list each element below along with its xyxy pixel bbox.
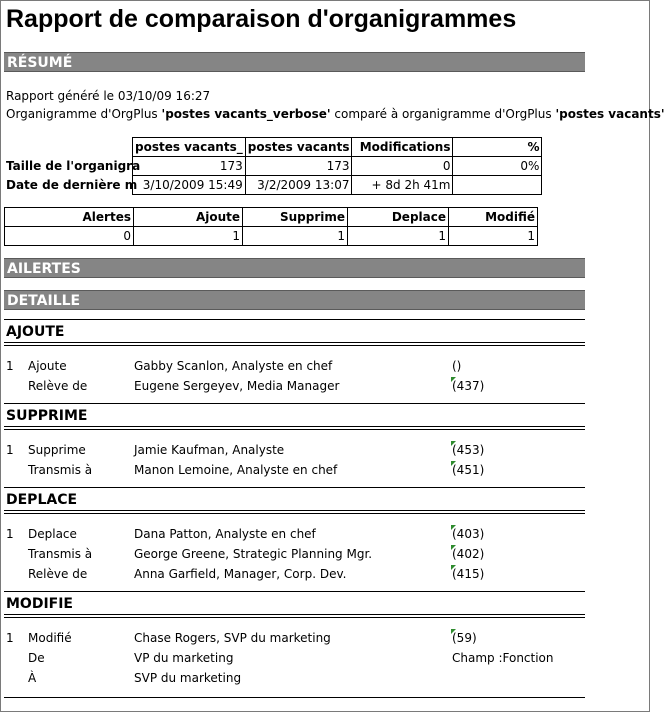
col-header-deplace: Deplace <box>348 208 449 227</box>
counts-table <box>4 207 538 246</box>
section-double-rule <box>4 614 585 618</box>
counts-header-row <box>5 208 538 227</box>
row-code: (437) <box>452 379 485 393</box>
row-person: Gabby Scanlon, Analyste en chef <box>134 359 333 373</box>
empty-corner <box>4 138 133 157</box>
row-action: Supprime <box>28 443 86 457</box>
row-code: (415) <box>452 567 485 581</box>
col-header-ajoute: Ajoute <box>134 208 243 227</box>
comparison-description <box>6 107 665 121</box>
table-row <box>5 227 538 246</box>
col-header-percent: % <box>453 138 542 157</box>
section-rule <box>4 487 585 488</box>
row-field-note: Champ :Fonction <box>452 651 554 665</box>
row-action: Relève de <box>28 567 88 581</box>
row-action: Relève de <box>28 379 88 393</box>
section-heading-supprime: SUPPRIME <box>6 408 88 424</box>
table-cell: 0 <box>5 227 134 246</box>
resume-band: RÉSUMÉ <box>4 52 585 72</box>
table-cell: 0 <box>352 157 453 176</box>
row-action: À <box>28 671 37 685</box>
row-label-size: Taille de l'organigra <box>6 159 141 173</box>
table-cell: + 8d 2h 41m <box>352 176 453 195</box>
row-person: Manon Lemoine, Analyste en chef <box>134 463 338 477</box>
col-header-alertes: Alertes <box>5 208 134 227</box>
col-header-modifications: Modifications <box>352 138 453 157</box>
row-person: SVP du marketing <box>134 671 242 685</box>
row-action: Transmis à <box>28 547 93 561</box>
compare-prefix: Organigramme d'OrgPlus <box>6 107 162 121</box>
row-action: Deplace <box>28 527 77 541</box>
section-double-rule <box>4 426 585 430</box>
row-person: Dana Patton, Analyste en chef <box>134 527 316 541</box>
row-code: (402) <box>452 547 485 561</box>
row-label-date: Date de dernière m <box>6 178 138 192</box>
row-action: Modifié <box>28 631 72 645</box>
table-cell: 3/2/2009 13:07 <box>245 176 352 195</box>
section-double-rule <box>4 510 585 514</box>
table-row <box>4 157 542 176</box>
section-rule <box>4 403 585 404</box>
row-code: (59) <box>452 631 477 645</box>
comparison-table <box>4 137 542 195</box>
row-action: De <box>28 651 45 665</box>
row-number: 1 <box>6 443 14 457</box>
alertes-band: AILERTES <box>4 258 585 278</box>
row-code: () <box>452 359 462 373</box>
row-number: 1 <box>6 359 14 373</box>
table-cell: 173 <box>245 157 352 176</box>
table-cell: 1 <box>449 227 538 246</box>
row-person: Chase Rogers, SVP du marketing <box>134 631 331 645</box>
table-cell: 3/10/2009 15:49 <box>133 176 246 195</box>
col-header-a: postes vacants_ <box>133 138 246 157</box>
section-rule <box>4 591 585 592</box>
table-cell: 173 <box>133 157 246 176</box>
row-person: Anna Garfield, Manager, Corp. Dev. <box>134 567 347 581</box>
section-heading-deplace: DEPLACE <box>6 492 78 508</box>
row-person: VP du marketing <box>134 651 234 665</box>
row-code: (451) <box>452 463 485 477</box>
comparison-header-row <box>4 138 542 157</box>
section-double-rule <box>4 342 585 346</box>
section-rule <box>4 697 585 698</box>
col-header-b: postes vacants <box>245 138 352 157</box>
table-cell: 1 <box>243 227 348 246</box>
col-header-supprime: Supprime <box>243 208 348 227</box>
section-rule <box>4 319 585 320</box>
chart-b-name: 'postes vacants' <box>555 107 665 121</box>
section-heading-ajoute: AJOUTE <box>6 324 65 340</box>
col-header-modifie: Modifié <box>449 208 538 227</box>
row-person: George Greene, Strategic Planning Mgr. <box>134 547 373 561</box>
table-cell: 1 <box>134 227 243 246</box>
row-number: 1 <box>6 527 14 541</box>
table-row <box>4 176 542 195</box>
report-title: Rapport de comparaison d'organigrammes <box>6 5 517 33</box>
row-code: (453) <box>452 443 485 457</box>
row-action: Ajoute <box>28 359 67 373</box>
compare-mid: comparé à organigramme d'OrgPlus <box>330 107 556 121</box>
row-person: Jamie Kaufman, Analyste <box>134 443 285 457</box>
detaille-band: DETAILLE <box>4 290 585 310</box>
row-action: Transmis à <box>28 463 93 477</box>
section-heading-modifie: MODIFIE <box>6 596 73 612</box>
generated-date: Rapport généré le 03/10/09 16:27 <box>6 89 211 103</box>
row-person: Eugene Sergeyev, Media Manager <box>134 379 340 393</box>
row-code: (403) <box>452 527 485 541</box>
row-number: 1 <box>6 631 14 645</box>
table-cell: 0% <box>453 157 542 176</box>
chart-a-name: 'postes vacants_verbose' <box>161 107 331 121</box>
table-cell <box>453 176 542 195</box>
table-cell: 1 <box>348 227 449 246</box>
